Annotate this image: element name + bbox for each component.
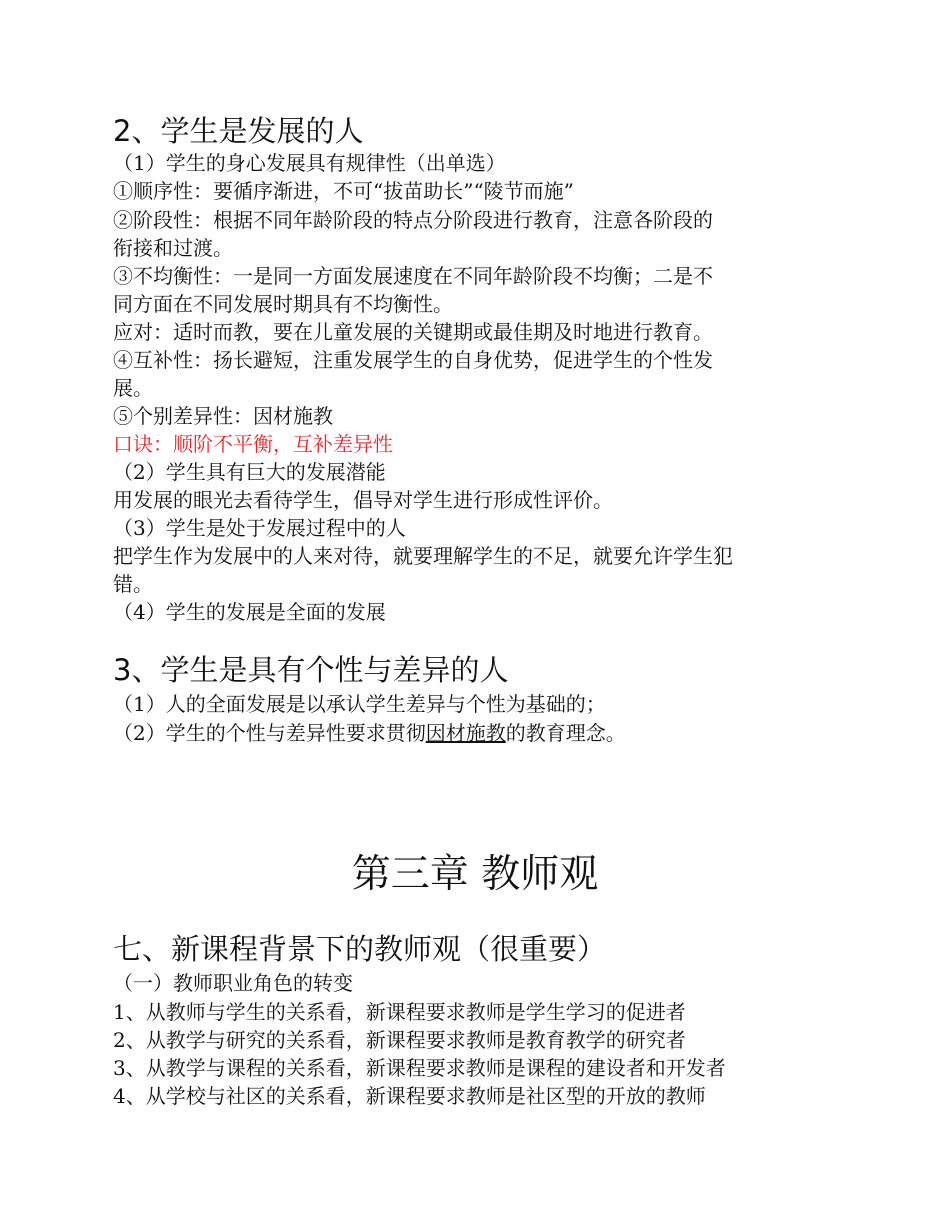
section-7-line: 3、从教学与课程的关系看，新课程要求教师是课程的建设者和开发者: [113, 1056, 726, 1080]
section-2-line: 展。: [113, 376, 153, 400]
section-2-line: ②阶段性：根据不同年龄阶段的特点分阶段进行教育，注意各阶段的: [113, 208, 713, 232]
section-2-line: 用发展的眼光去看待学生，倡导对学生进行形成性评价。: [113, 488, 613, 512]
section-2-line: 把学生作为发展中的人来对待，就要理解学生的不足，就要允许学生犯: [113, 544, 733, 568]
section-2-line: （4）学生的发展是全面的发展: [113, 600, 386, 624]
chapter-title: 第三章 教师观: [351, 852, 599, 897]
section-7-heading: 七、新课程背景下的教师观（很重要）: [113, 932, 607, 966]
section-2-line: ①顺序性：要循序渐进，不可“拔苗助长”“陵节而施”: [113, 179, 574, 203]
section-7-line: （一）教师职业角色的转变: [113, 971, 353, 995]
section-3-line-text: （2）学生的个性与差异性要求贯彻: [113, 721, 426, 745]
section-2-line: （3）学生是处于发展过程中的人: [113, 516, 406, 540]
section-3-heading: 3、学生是具有个性与差异的人: [113, 653, 509, 687]
section-2-line: 同方面在不同发展时期具有不均衡性。: [113, 292, 453, 316]
underlined-term: 因材施教: [425, 721, 506, 745]
section-7-line: 4、从学校与社区的关系看，新课程要求教师是社区型的开放的教师: [113, 1084, 706, 1108]
section-2-line: ③不均衡性：一是同一方面发展速度在不同年龄阶段不均衡；二是不: [113, 264, 713, 288]
section-2-line: ④互补性：扬长避短，注重发展学生的自身优势，促进学生的个性发: [113, 348, 713, 372]
section-3-line-text: 的教育理念。: [505, 721, 626, 745]
section-2-line: ⑤个别差异性：因材施教: [113, 404, 333, 428]
section-2-line: （2）学生具有巨大的发展潜能: [113, 460, 386, 484]
section-2-line: 衔接和过渡。: [113, 236, 233, 260]
mnemonic-line: 口诀：顺阶不平衡，互补差异性: [113, 432, 393, 456]
section-7-line: 2、从教学与研究的关系看，新课程要求教师是教育教学的研究者: [113, 1028, 686, 1052]
section-7-line: 1、从教师与学生的关系看，新课程要求教师是学生学习的促进者: [113, 1000, 686, 1024]
section-3-line: [113, 720, 626, 746]
section-2-line: （1）学生的身心发展具有规律性（出单选）: [113, 151, 506, 175]
section-3-line: （1）人的全面发展是以承认学生差异与个性为基础的；: [113, 692, 606, 716]
section-2-line: 应对：适时而教，要在儿童发展的关键期或最佳期及时地进行教育。: [113, 320, 713, 344]
section-2-heading: 2、学生是发展的人: [113, 114, 364, 148]
section-2-line: 错。: [113, 572, 153, 596]
